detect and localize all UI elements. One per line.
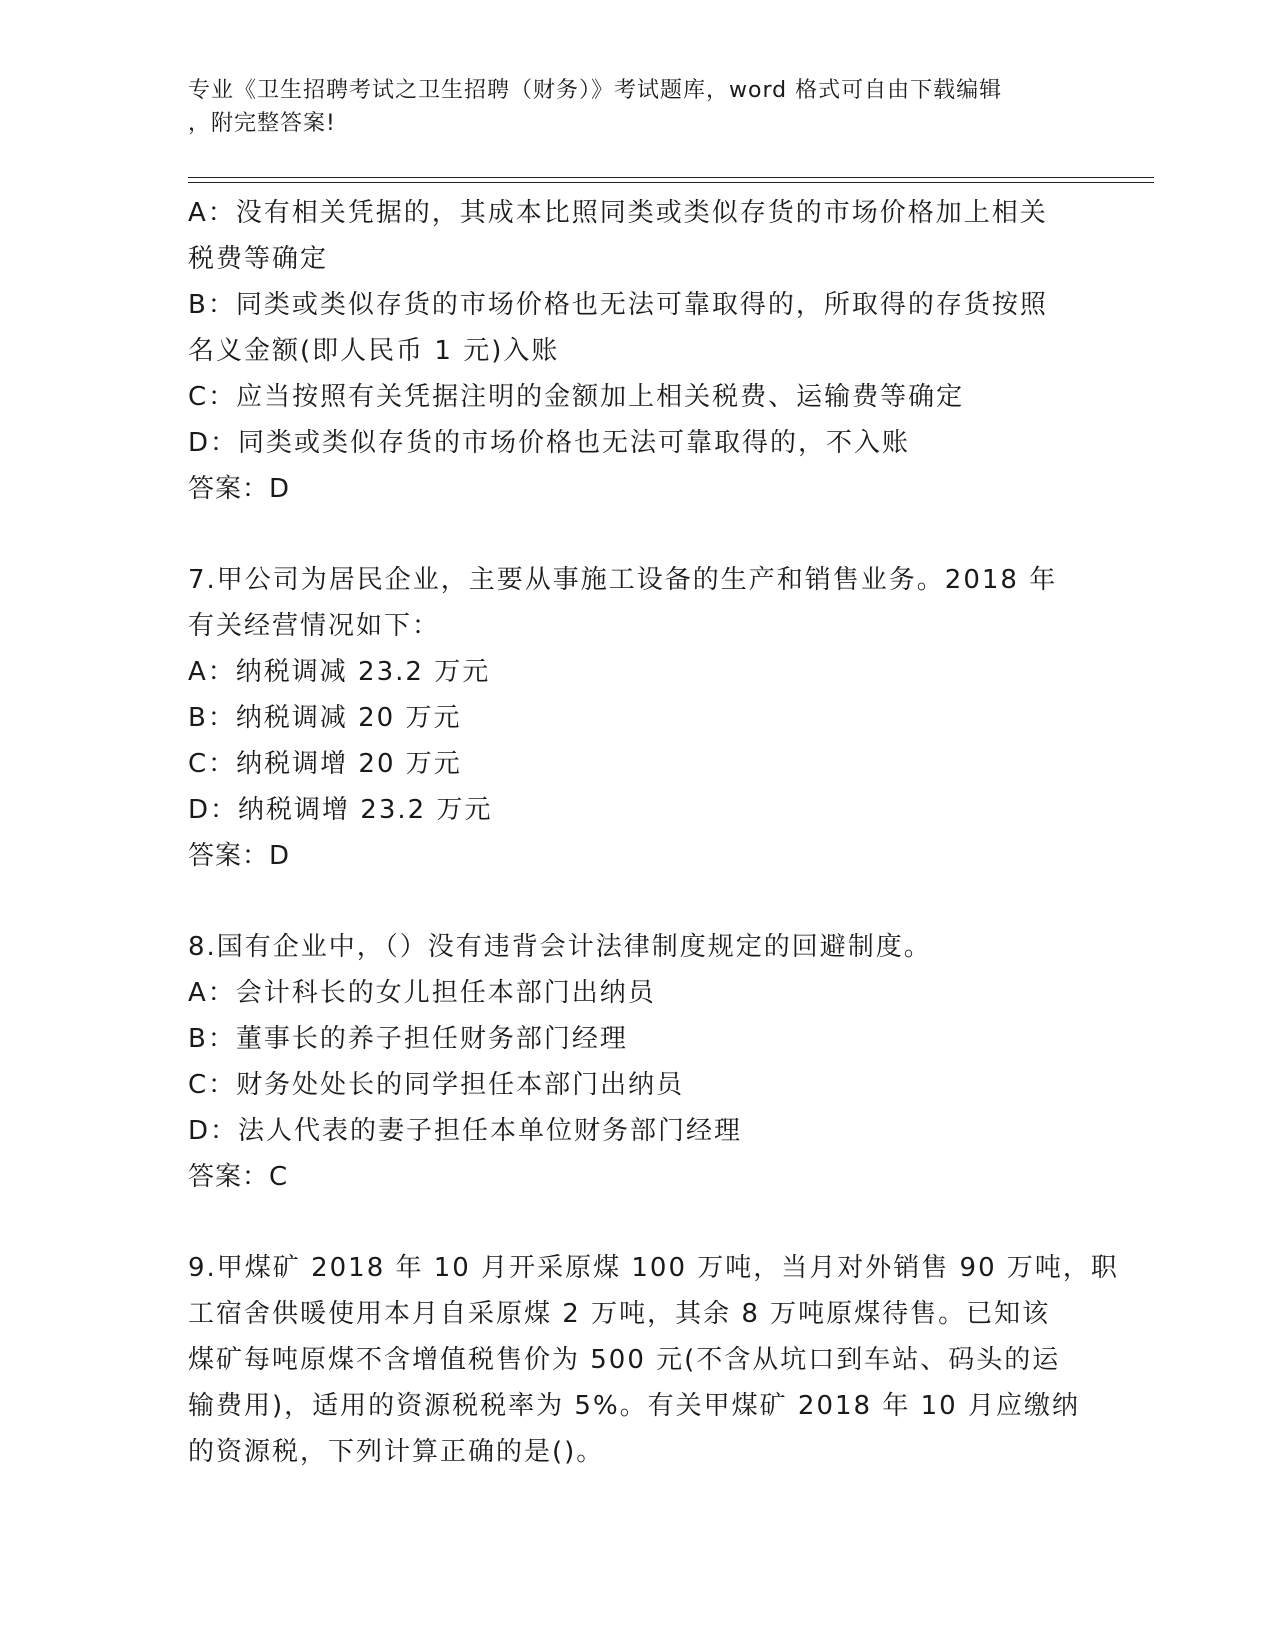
option-d: D：法人代表的妻子担任本单位财务部门经理	[188, 1116, 743, 1146]
option-b: B：董事长的养子担任财务部门经理	[188, 1024, 628, 1054]
spacer	[188, 879, 1088, 924]
option-a: A：纳税调减 23.2 万元	[188, 657, 491, 687]
question-stem-line-2: 有关经营情况如下：	[188, 611, 441, 641]
header-line-1: 专业《卫生招聘考试之卫生招聘（财务）》考试题库，word 格式可自由下载编辑	[188, 78, 1003, 103]
question-6-options	[188, 190, 1088, 512]
option-d: D：同类或类似存货的市场价格也无法可靠取得的，不入账	[188, 428, 911, 458]
question-stem-line-3: 煤矿每吨原煤不含增值税售价为 500 元(不含从坑口到车站、码头的运	[188, 1345, 1061, 1375]
answer: 答案：D	[188, 841, 291, 871]
question-stem-line-1: 9.甲煤矿 2018 年 10 月开采原煤 100 万吨，当月对外销售 90 万吨，职	[188, 1253, 1119, 1283]
answer: 答案：D	[188, 474, 291, 504]
option-a-line-1: A：没有相关凭据的，其成本比照同类或类似存货的市场价格加上相关	[188, 198, 1048, 228]
option-b-line-2: 名义金额(即人民币 1 元)入账	[188, 336, 560, 366]
spacer	[188, 512, 1088, 557]
option-b: B：纳税调减 20 万元	[188, 703, 462, 733]
header-line-2: ，附完整答案!	[188, 111, 336, 136]
header-divider-bottom	[188, 182, 1154, 183]
question-stem-line-5: 的资源税，下列计算正确的是()。	[188, 1437, 605, 1467]
option-c: C：应当按照有关凭据注明的金额加上相关税费、运输费等确定	[188, 382, 965, 412]
question-stem-line-2: 工宿舍供暖使用本月自采原煤 2 万吨，其余 8 万吨原煤待售。已知该	[188, 1299, 1051, 1329]
option-d: D：纳税调增 23.2 万元	[188, 795, 493, 825]
option-b-line-1: B：同类或类似存货的市场价格也无法可靠取得的，所取得的存货按照	[188, 290, 1048, 320]
option-c: C：财务处处长的同学担任本部门出纳员	[188, 1070, 685, 1100]
option-a: A：会计科长的女儿担任本部门出纳员	[188, 978, 656, 1008]
question-stem-line-1: 7.甲公司为居民企业，主要从事施工设备的生产和销售业务。2018 年	[188, 565, 1058, 595]
question-8	[188, 924, 1088, 1200]
question-9	[188, 1245, 1119, 1475]
document-body	[188, 190, 1119, 1475]
question-stem: 8.国有企业中，（）没有违背会计法律制度规定的回避制度。	[188, 932, 932, 962]
header-divider-top	[188, 177, 1154, 178]
spacer	[188, 1200, 1088, 1245]
document-header	[188, 74, 1088, 140]
answer: 答案：C	[188, 1162, 289, 1192]
option-a-line-2: 税费等确定	[188, 244, 329, 274]
question-stem-line-4: 输费用)，适用的资源税税率为 5%。有关甲煤矿 2018 年 10 月应缴纳	[188, 1391, 1080, 1421]
question-7	[188, 557, 1088, 879]
option-c: C：纳税调增 20 万元	[188, 749, 462, 779]
